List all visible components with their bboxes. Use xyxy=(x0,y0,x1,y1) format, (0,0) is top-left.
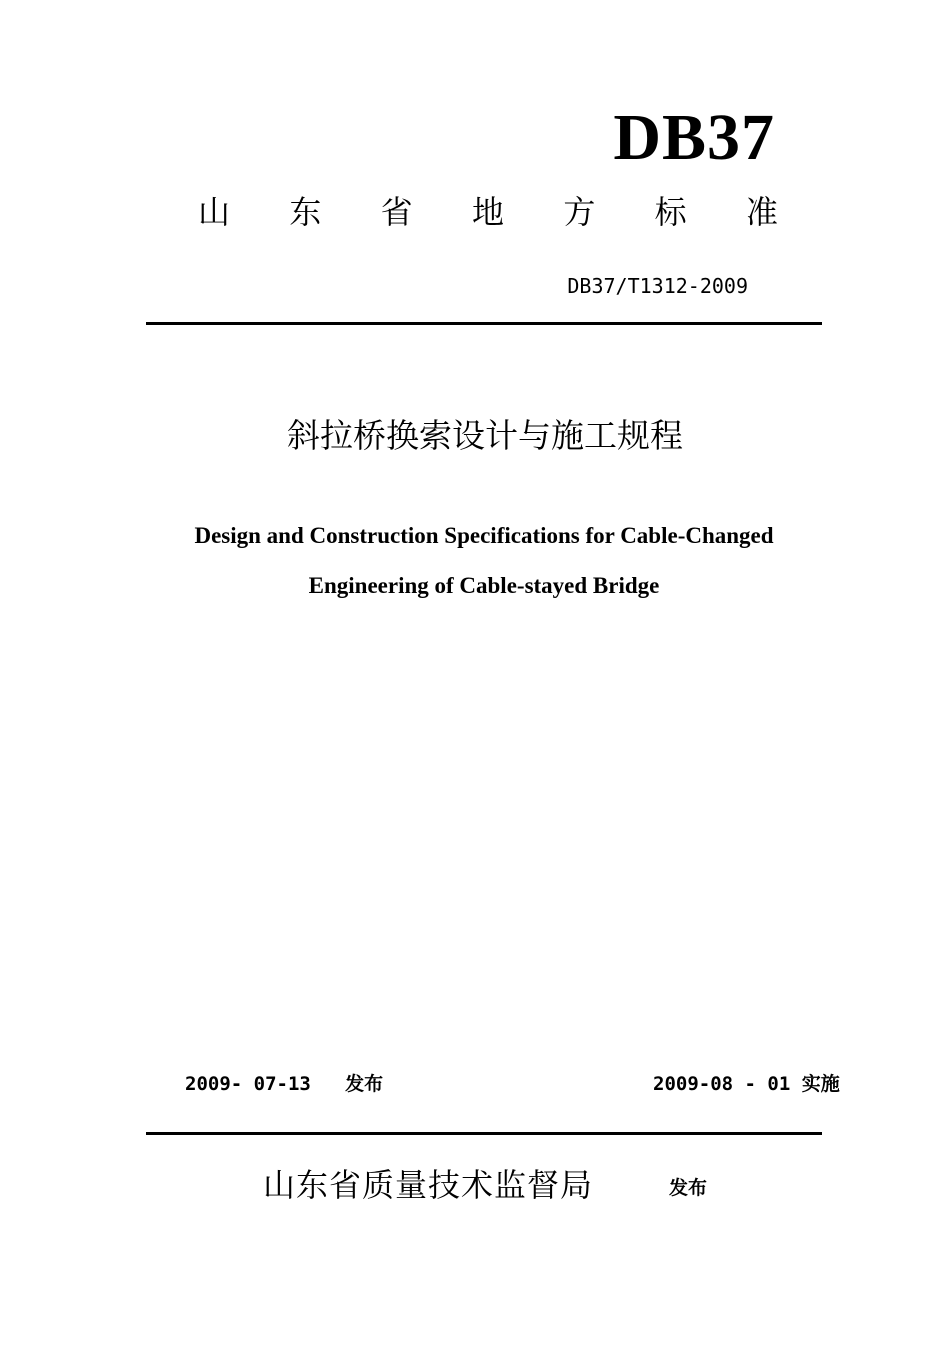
standard-type-char: 地 xyxy=(471,193,504,231)
publish-date: 2009- 07-13 xyxy=(185,1073,311,1095)
standard-type-char: 省 xyxy=(380,193,413,231)
effective-label: 实施 xyxy=(801,1073,840,1095)
document-title-english-line2: Engineering of Cable-stayed Bridge xyxy=(308,573,660,598)
standard-number: DB37/T1312-2009 xyxy=(567,274,748,298)
bottom-divider xyxy=(146,1132,822,1135)
top-divider xyxy=(146,322,822,325)
publish-date-row xyxy=(185,1071,383,1097)
publish-label: 发布 xyxy=(345,1073,384,1095)
document-title-chinese: 斜拉桥换索设计与施工规程 xyxy=(287,416,683,455)
effective-date-row xyxy=(653,1071,840,1097)
standard-type-char: 方 xyxy=(563,193,596,231)
document-title-english-line1: Design and Construction Specifications for Cable-Changed xyxy=(194,523,774,548)
standard-type-char: 山 xyxy=(198,193,231,231)
standard-type-char: 东 xyxy=(289,193,322,231)
issuing-authority: 山东省质量技术监督局 xyxy=(263,1166,594,1204)
effective-date: 2009-08 - 01 xyxy=(653,1073,791,1095)
issuing-action-label: 发布 xyxy=(669,1177,708,1199)
standard-type-char: 准 xyxy=(745,193,778,231)
standard-type xyxy=(198,192,778,232)
standard-type-char: 标 xyxy=(654,193,687,231)
standard-code: DB37 xyxy=(613,101,775,174)
